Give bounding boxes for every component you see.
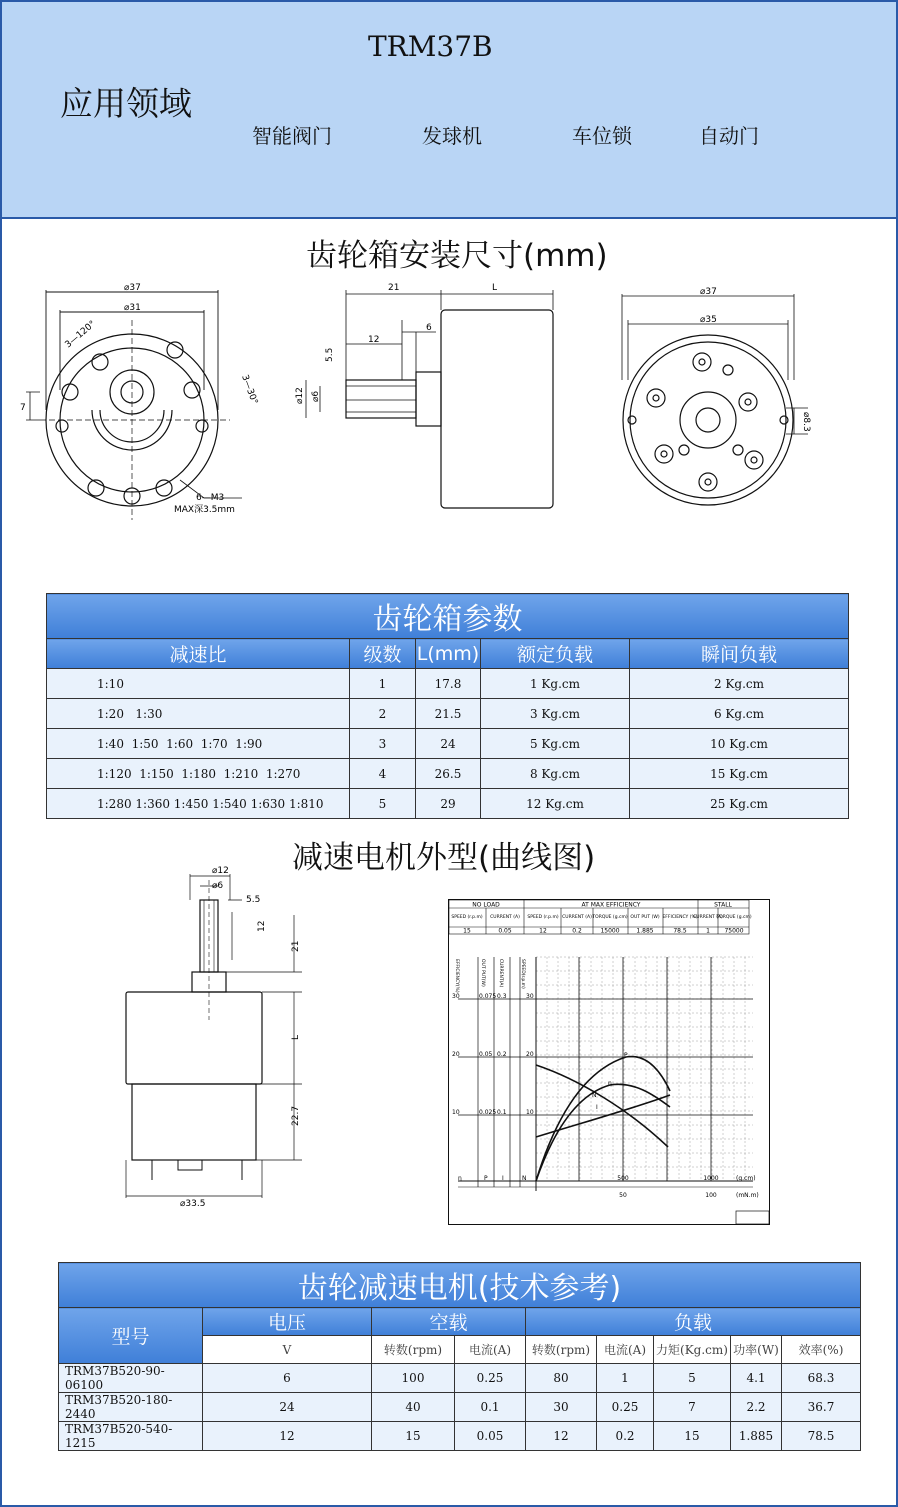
col-voltage: 电压 xyxy=(203,1308,372,1336)
tick-label-efficiency: 20 xyxy=(452,1051,460,1058)
curve-table-value: 12 xyxy=(539,927,547,935)
curve-table-value: 15 xyxy=(463,927,471,935)
cell-noload-current: 0.1 xyxy=(455,1393,526,1422)
col-stages: 级数 xyxy=(350,639,416,669)
dim-d12: ⌀12 xyxy=(212,866,229,876)
curve-table-value: 0.2 xyxy=(572,927,582,935)
dim-angle-30: 3—30° xyxy=(239,373,260,406)
cell-stages: 3 xyxy=(350,729,416,759)
curve-table-subheader: SPEED (r.p.m) xyxy=(451,915,483,920)
col-instant-load: 瞬间负载 xyxy=(630,639,849,669)
cell-instant-load: 2 Kg.cm xyxy=(630,669,849,699)
bottom-axis-label: P xyxy=(484,1175,488,1182)
axis-title: CURRENT(A) xyxy=(498,959,503,988)
cell-voltage: 6 xyxy=(203,1364,372,1393)
tick-label-speed: 20 xyxy=(526,1051,534,1058)
x-tick-label: 500 xyxy=(617,1175,629,1182)
cell-noload-current: 0.05 xyxy=(455,1422,526,1451)
dim-6: 6 xyxy=(426,323,432,333)
tick-label-output: 0.075 xyxy=(479,993,497,1000)
x-axis-unit: (mN.m) xyxy=(736,1192,759,1199)
col-rated-load: 额定负载 xyxy=(481,639,630,669)
curve-label: N xyxy=(592,1092,597,1099)
table-row xyxy=(59,1393,861,1422)
col-voltage-unit: V xyxy=(203,1336,372,1364)
cell-load-efficiency: 36.7 xyxy=(782,1393,861,1422)
table-row xyxy=(59,1364,861,1393)
cell-ratio: 1:10 xyxy=(47,669,350,699)
bottom-axis-label: N xyxy=(522,1175,527,1182)
col-load-current: 电流(A) xyxy=(597,1336,654,1364)
col-load-speed: 转数(rpm) xyxy=(526,1336,597,1364)
curve-table-value: 15000 xyxy=(600,927,620,935)
dim-21: 21 xyxy=(388,283,400,293)
dim-7: 7 xyxy=(20,403,26,413)
cell-length: 17.8 xyxy=(416,669,481,699)
dim-d35: ⌀35 xyxy=(700,315,717,325)
tick-label-output: 0.025 xyxy=(479,1109,497,1116)
cell-instant-load: 6 Kg.cm xyxy=(630,699,849,729)
cell-ratio: 1:120 1:150 1:180 1:210 1:270 xyxy=(47,759,350,789)
curve-table-value: 78.5 xyxy=(673,927,687,935)
cell-voltage: 12 xyxy=(203,1422,372,1451)
tick-label-efficiency: 30 xyxy=(452,993,460,1000)
gearbox-params-title: 齿轮箱参数 xyxy=(47,594,849,639)
cell-load-power: 2.2 xyxy=(731,1393,782,1422)
tick-label-current: 0.2 xyxy=(497,1051,507,1058)
tick-label-current: 0.3 xyxy=(497,993,507,1000)
col-ratio: 减速比 xyxy=(47,639,350,669)
curve-table-subheader: TORQUE (g.cm) xyxy=(592,915,628,920)
cell-load-efficiency: 78.5 xyxy=(782,1422,861,1451)
dim-d6: ⌀6 xyxy=(311,390,321,402)
table-row xyxy=(47,669,849,699)
tick-label-efficiency: 10 xyxy=(452,1109,460,1116)
cell-load-power: 1.885 xyxy=(731,1422,782,1451)
cell-load-speed: 30 xyxy=(526,1393,597,1422)
front-view-drawing xyxy=(20,280,282,530)
col-load-torque: 力矩(Kg.cm) xyxy=(654,1336,731,1364)
col-load: 负载 xyxy=(526,1308,861,1336)
cell-load-torque: 7 xyxy=(654,1393,731,1422)
curve-table-value: 75000 xyxy=(724,927,744,935)
col-load-efficiency: 效率(%) xyxy=(782,1336,861,1364)
dim-12: 12 xyxy=(368,335,380,345)
dim-depth: MAX深3.5mm xyxy=(174,505,235,515)
cell-rated-load: 8 Kg.cm xyxy=(481,759,630,789)
dim-screw: 6—M3 xyxy=(196,493,225,503)
cell-load-current: 0.2 xyxy=(597,1422,654,1451)
col-noload-speed: 转数(rpm) xyxy=(372,1336,455,1364)
cell-ratio: 1:280 1:360 1:450 1:540 1:630 1:810 xyxy=(47,789,350,819)
curve-table-subheader: CURRENT (A) xyxy=(693,915,723,920)
cell-length: 24 xyxy=(416,729,481,759)
dim-5-5: 5.5 xyxy=(325,347,335,362)
cell-load-speed: 12 xyxy=(526,1422,597,1451)
curve-table-subheader: SPEED (r.p.m) xyxy=(527,915,559,920)
application-item: 自动门 xyxy=(699,124,759,148)
cell-load-torque: 5 xyxy=(654,1364,731,1393)
cell-length: 29 xyxy=(416,789,481,819)
curve-label: η xyxy=(608,1080,612,1087)
dim-21: 21 xyxy=(291,940,301,952)
curve-table-value: 1 xyxy=(706,927,710,935)
cell-length: 26.5 xyxy=(416,759,481,789)
cell-model: TRM37B520-180-2440 xyxy=(59,1393,203,1422)
dim-angle-120: 3—120° xyxy=(63,319,98,351)
applications-label: 应用领域 xyxy=(60,84,192,123)
header-banner xyxy=(2,2,896,219)
curve-table-group: STALL xyxy=(714,901,732,909)
cell-length: 21.5 xyxy=(416,699,481,729)
curve-table-subheader: CURRENT (A) xyxy=(490,915,520,920)
curve-table-value: 1.885 xyxy=(636,927,654,935)
curve-table-subheader: CURRENT (A) xyxy=(562,915,592,920)
col-noload-current: 电流(A) xyxy=(455,1336,526,1364)
table-row xyxy=(59,1422,861,1451)
table-row xyxy=(47,699,849,729)
curve-label: P xyxy=(624,1052,628,1059)
dim-d33-5: ⌀33.5 xyxy=(180,1199,206,1209)
tech-reference-table xyxy=(58,1262,861,1451)
bottom-axis-label: I xyxy=(502,1175,504,1182)
x-axis-unit: (g.cm) xyxy=(736,1175,756,1182)
cell-model: TRM37B520-540-1215 xyxy=(59,1422,203,1451)
cell-load-torque: 15 xyxy=(654,1422,731,1451)
x-tick-label: 1000 xyxy=(703,1175,719,1182)
axis-title: EFFICIENCY(%) xyxy=(454,959,459,993)
col-model: 型号 xyxy=(59,1308,203,1364)
curve-table-subheader: TORQUE (g.cm) xyxy=(716,915,752,920)
curve-table-value: 0.05 xyxy=(498,927,512,935)
motor-outline-drawing xyxy=(112,860,312,1210)
cell-voltage: 24 xyxy=(203,1393,372,1422)
cell-load-efficiency: 68.3 xyxy=(782,1364,861,1393)
col-no-load: 空载 xyxy=(372,1308,526,1336)
dim-22-7: 22.7 xyxy=(291,1105,301,1126)
dim-12: 12 xyxy=(257,920,267,932)
cell-load-current: 0.25 xyxy=(597,1393,654,1422)
performance-curve-chart xyxy=(448,899,770,1225)
gearbox-dimensions-title: 齿轮箱安装尺寸(mm) xyxy=(306,238,608,274)
model-title: TRM37B xyxy=(368,30,493,63)
cell-stages: 1 xyxy=(350,669,416,699)
cell-instant-load: 15 Kg.cm xyxy=(630,759,849,789)
tech-table-title: 齿轮减速电机(技术参考) xyxy=(59,1263,861,1308)
tick-label-speed: 10 xyxy=(526,1109,534,1116)
dim-d37: ⌀37 xyxy=(700,287,717,297)
table-row xyxy=(47,789,849,819)
cell-noload-speed: 15 xyxy=(372,1422,455,1451)
motor-outline-title: 减速电机外型(曲线图) xyxy=(292,840,596,876)
tick-label-speed: 30 xyxy=(526,993,534,1000)
cell-load-speed: 80 xyxy=(526,1364,597,1393)
application-item: 发球机 xyxy=(422,124,482,148)
rear-view-drawing xyxy=(608,280,820,520)
axis-title: SPEED(r.p.m) xyxy=(520,959,525,989)
table-row xyxy=(47,729,849,759)
tick-label-current: 0.1 xyxy=(497,1109,507,1116)
gearbox-params-table xyxy=(46,593,849,819)
x-tick-label: 50 xyxy=(619,1192,627,1199)
curve-label: I xyxy=(596,1104,598,1111)
tick-label-output: 0.05 xyxy=(479,1051,493,1058)
dim-L: L xyxy=(291,1034,301,1040)
cell-noload-current: 0.25 xyxy=(455,1364,526,1393)
bottom-axis-label: η xyxy=(458,1175,462,1182)
cell-stages: 4 xyxy=(350,759,416,789)
col-load-power: 功率(W) xyxy=(731,1336,782,1364)
col-length: L(mm) xyxy=(416,639,481,669)
cell-noload-speed: 100 xyxy=(372,1364,455,1393)
dim-5-5: 5.5 xyxy=(246,895,261,905)
table-row xyxy=(47,759,849,789)
curve-table-group: NO LOAD xyxy=(472,901,500,909)
cell-ratio: 1:40 1:50 1:60 1:70 1:90 xyxy=(47,729,350,759)
dim-d6: ⌀6 xyxy=(212,881,224,891)
cell-rated-load: 1 Kg.cm xyxy=(481,669,630,699)
dim-d37: ⌀37 xyxy=(124,283,141,293)
cell-noload-speed: 40 xyxy=(372,1393,455,1422)
x-tick-label: 100 xyxy=(705,1192,717,1199)
side-view-drawing xyxy=(286,280,576,520)
cell-model: TRM37B520-90-06100 xyxy=(59,1364,203,1393)
cell-rated-load: 12 Kg.cm xyxy=(481,789,630,819)
cell-stages: 2 xyxy=(350,699,416,729)
curve-table-subheader: EFFICIENCY (%) xyxy=(662,915,698,920)
dim-L: L xyxy=(492,283,498,293)
curve-table-subheader: OUT PUT (W) xyxy=(630,915,660,920)
application-item: 车位锁 xyxy=(572,124,632,148)
dim-d31: ⌀31 xyxy=(124,303,141,313)
cell-rated-load: 5 Kg.cm xyxy=(481,729,630,759)
cell-rated-load: 3 Kg.cm xyxy=(481,699,630,729)
cell-stages: 5 xyxy=(350,789,416,819)
application-item: 智能阀门 xyxy=(252,124,332,148)
cell-ratio: 1:20 1:30 xyxy=(47,699,350,729)
dim-d8-3: ⌀8.3 xyxy=(801,412,811,432)
axis-title: OUT PUT(W) xyxy=(480,959,485,987)
curve-table-group: AT MAX EFFICIENCY xyxy=(581,901,641,909)
cell-instant-load: 10 Kg.cm xyxy=(630,729,849,759)
dim-d12: ⌀12 xyxy=(295,387,305,404)
cell-load-power: 4.1 xyxy=(731,1364,782,1393)
cell-instant-load: 25 Kg.cm xyxy=(630,789,849,819)
cell-load-current: 1 xyxy=(597,1364,654,1393)
